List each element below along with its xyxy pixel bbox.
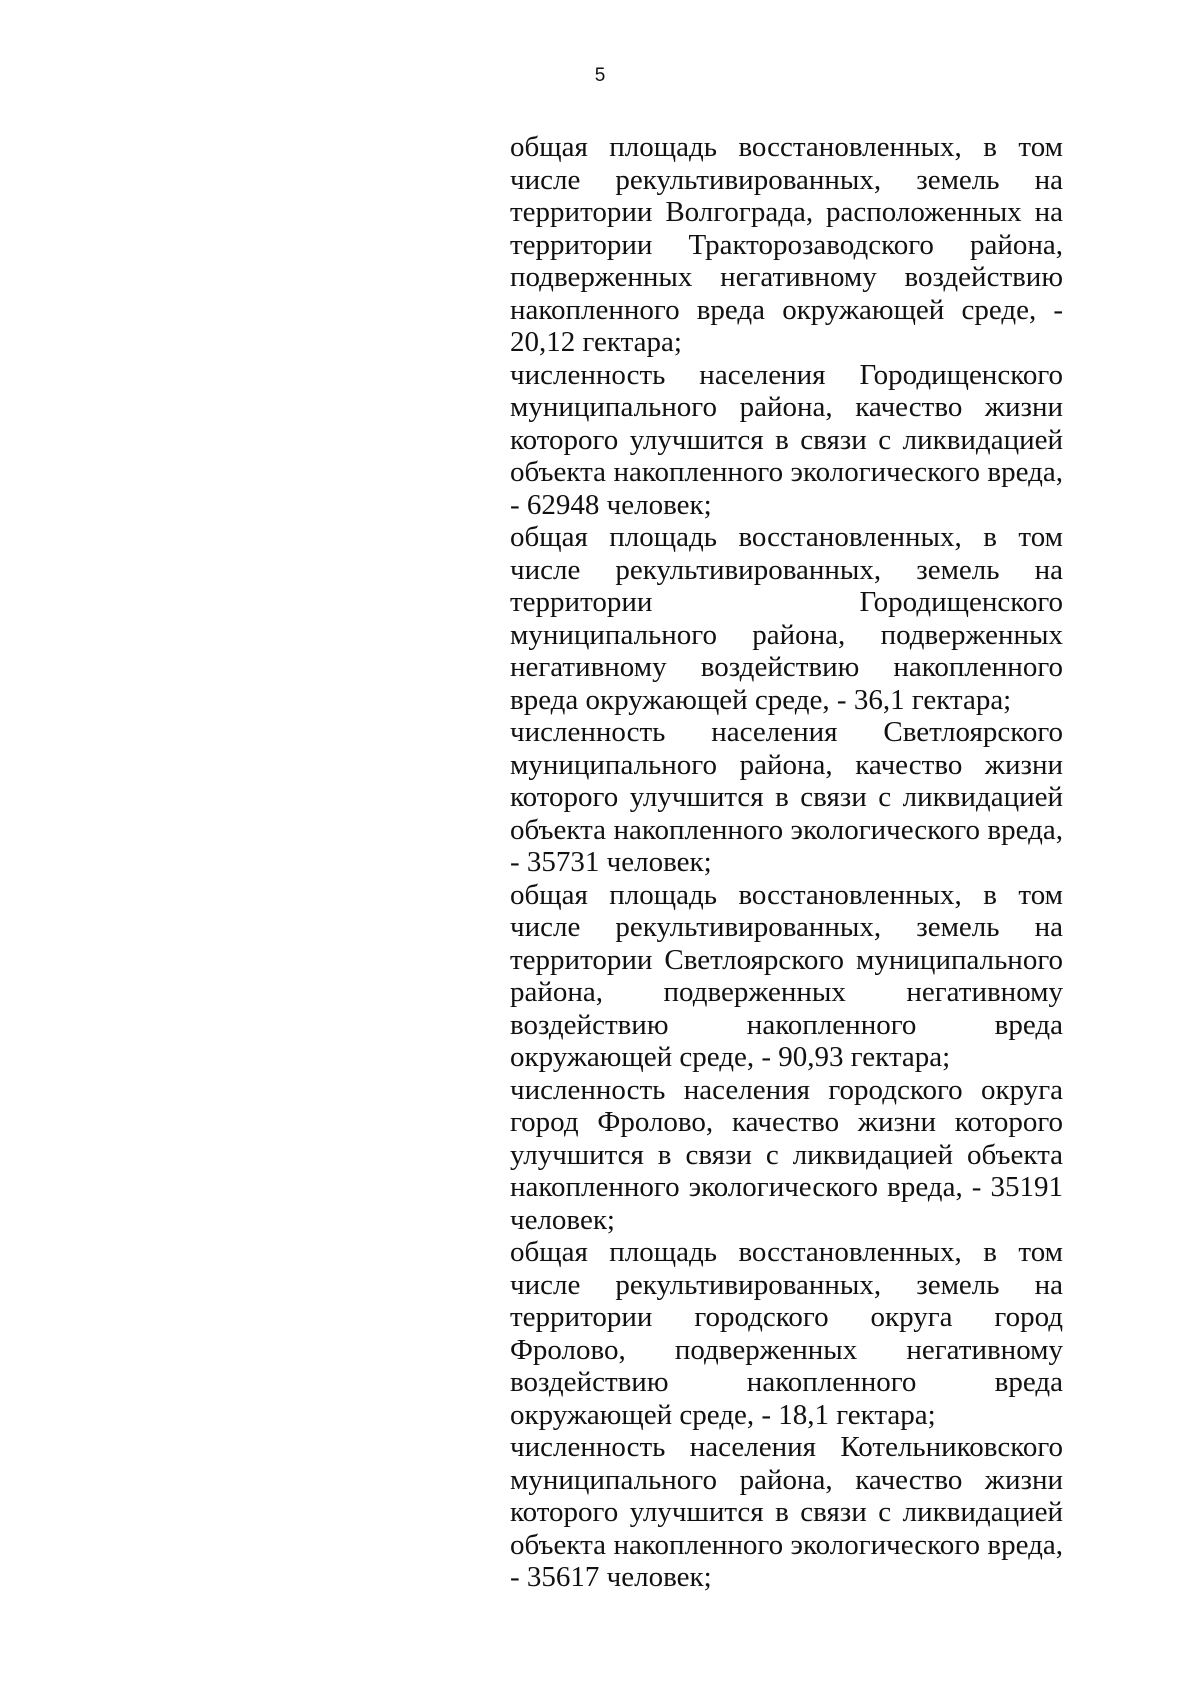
paragraph-area-svetloyarsky: общая площадь восстановленных, в том числе рекультивированных, земель на территории Светлоярского муниципального района, подверженных негативному воздействию накопленного вреда окружающей среде, - 90,93 гектара; xyxy=(510,878,1063,1073)
page-number: 5 xyxy=(594,65,606,86)
paragraph-population-gorodishchensky: численность населения Городищенского муниципального района, качество жизни которого улучшится в связи с ликвидацией объекта накопленного экологического вреда, - 62948 человек; xyxy=(510,358,1063,521)
paragraph-population-svetloyarsky: численность населения Светлоярского муниципального района, качество жизни которого улучшится в связи с ликвидацией объекта накопленного экологического вреда, - 35731 человек; xyxy=(510,716,1063,878)
paragraph-population-kotelnikovsky: численность населения Котельниковского муниципального района, качество жизни которого улучшится в связи с ликвидацией объекта накопленного экологического вреда, - 35617 человек; xyxy=(510,1431,1063,1593)
paragraph-area-gorodishchensky: общая площадь восстановленных, в том числе рекультивированных, земель на территории Городищенского муниципального района, подверженных негативному воздействию накопленного вреда окружающей среде, - 36,1 гектара; xyxy=(510,521,1063,716)
paragraph-area-frolovo: общая площадь восстановленных, в том числе рекультивированных, земель на территории городского округа город Фролово, подверженных негативному воздействию накопленного вреда окружающей среде, - 18,1 гектара; xyxy=(510,1236,1063,1431)
paragraph-population-frolovo: численность населения городского округа город Фролово, качество жизни которого улучшится в связи с ликвидацией объекта накопленного экологического вреда, - 35191 человек; xyxy=(510,1073,1063,1236)
paragraph-area-traktorozavodsky: общая площадь восстановленных, в том числе рекультивированных, земель на территории Волгограда, расположенных на территории Тракторозаводского района, подверженных негативному воздействию накопленного вреда окружающей среде, - 20,12 гектара; xyxy=(510,131,1063,358)
document-body xyxy=(510,131,1063,1594)
